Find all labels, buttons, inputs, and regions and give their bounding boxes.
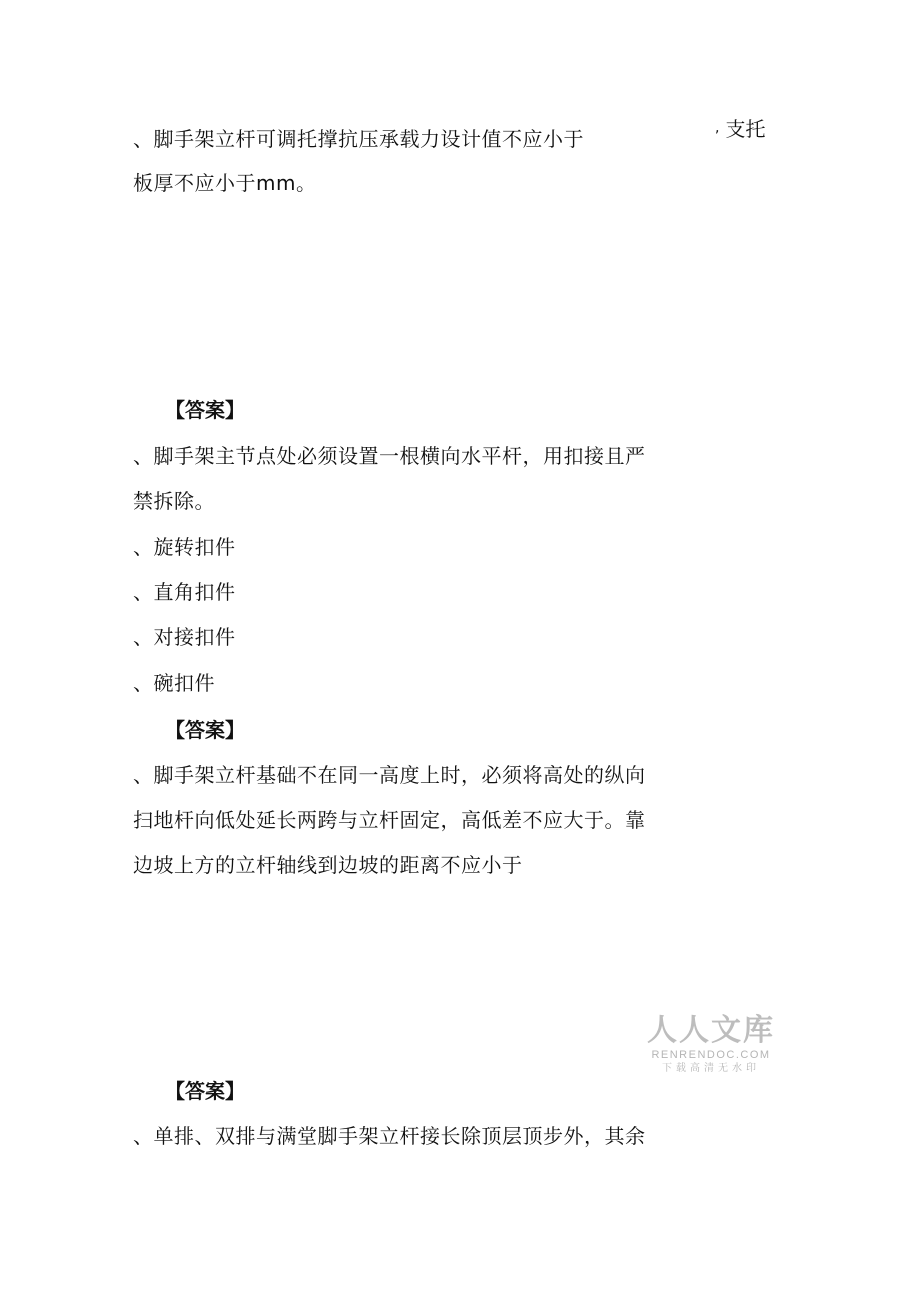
- question-4-line-1: 、单排、双排与满堂脚手架立杆接长除顶层顶步外，其余: [133, 1124, 646, 1148]
- question-2-option-c: 、对接扣件: [133, 625, 236, 649]
- question-2-option-d: 、碗扣件: [133, 671, 215, 695]
- watermark-logo-text: 人人文库: [647, 1013, 775, 1048]
- answer-label-1: 【答案】: [165, 398, 245, 422]
- question-3-line-3: 边坡上方的立杆轴线到边坡的距离不应小于: [133, 853, 523, 877]
- watermark-slogan: 下载高清无水印: [662, 1063, 760, 1074]
- watermark-logo: [646, 1014, 776, 1076]
- question-2-option-b: 、直角扣件: [133, 580, 236, 604]
- watermark-domain: RENRENDOC.COM: [651, 1049, 771, 1061]
- question-3-line-1: 、脚手架立杆基础不在同一高度上时，必须将高处的纵向: [133, 763, 646, 787]
- question-1-right-comma: ,: [715, 120, 720, 136]
- question-3-line-2: 扫地杆向低处延长两跨与立杆固定，高低差不应大于。靠: [133, 808, 646, 832]
- question-1-line-1: 、脚手架立杆可调托撑抗压承载力设计值不应小于: [133, 127, 584, 151]
- question-2-line-2: 禁拆除。: [133, 489, 215, 513]
- answer-label-2: 【答案】: [165, 718, 245, 742]
- question-2-line-1: 、脚手架主节点处必须设置一根横向水平杆，用扣接且严: [133, 444, 646, 468]
- answer-label-3: 【答案】: [165, 1079, 245, 1103]
- question-1-right-note: [715, 114, 765, 143]
- question-2-option-a: 、旋转扣件: [133, 535, 236, 559]
- question-1-right-text: 支托: [725, 117, 766, 141]
- question-1-line-2: 板厚不应小于mm。: [133, 171, 317, 195]
